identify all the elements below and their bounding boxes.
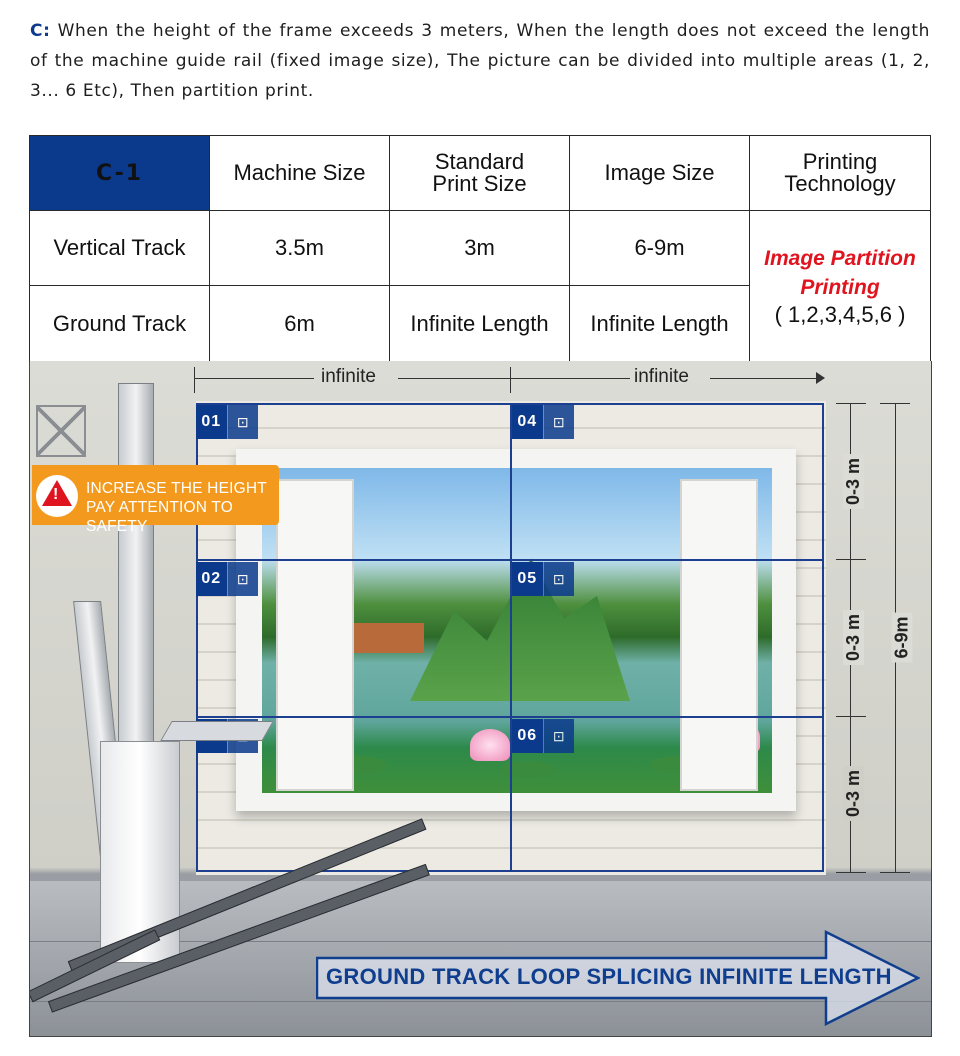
header-printing-technology <box>750 136 931 211</box>
header-tech-line1: Printing <box>802 149 878 174</box>
cell-standard-print-size: 3m <box>390 211 570 286</box>
header-tech-line2: Technology <box>784 171 896 196</box>
warning-triangle-icon: ! <box>42 480 72 506</box>
grid-divider <box>196 716 824 718</box>
dimension-line <box>510 378 630 379</box>
printer-tray <box>160 721 274 741</box>
warning-text <box>86 479 279 536</box>
dimension-0-3m-top: 0-3 m <box>843 454 864 509</box>
ground-track-label: GROUND TRACK LOOP SPLICING INFINITE LENGTH <box>326 964 892 989</box>
technology-partitions: ( 1,2,3,4,5,6 ) <box>774 302 906 327</box>
technology-line1: Image Partition <box>764 247 916 270</box>
area-number: 04 <box>512 405 543 439</box>
grid-divider <box>196 559 824 561</box>
scaffold-icon <box>36 405 86 457</box>
warning-line1: INCREASE THE HEIGHT <box>86 480 267 497</box>
area-number: 02 <box>196 562 227 596</box>
spec-table <box>29 135 931 362</box>
cell-machine-size: 6m <box>210 286 390 362</box>
header-standard-line1: Standard <box>434 149 525 174</box>
dimension-line <box>398 378 510 379</box>
dimension-tick <box>880 872 910 873</box>
cell-standard-print-size: Infinite Length <box>390 286 570 362</box>
area-tag-05 <box>512 562 574 596</box>
model-badge: C-1 <box>30 136 210 211</box>
intro-lead: C: <box>30 21 51 41</box>
table-row <box>30 211 931 286</box>
dimension-infinite-left: infinite <box>321 366 376 387</box>
dimension-0-3m-bottom: 0-3 m <box>843 766 864 821</box>
dimension-tick <box>194 367 195 393</box>
grid-divider <box>510 403 512 872</box>
area-tag-01 <box>196 405 258 439</box>
intro-paragraph <box>30 16 930 106</box>
dimension-0-3m-middle: 0-3 m <box>843 610 864 665</box>
dimension-line <box>194 378 314 379</box>
header-standard-line2: Print Size <box>432 171 527 196</box>
dimension-tick <box>510 367 511 393</box>
crop-icon: ⊡ <box>227 562 259 596</box>
area-number: 05 <box>512 562 543 596</box>
printer-scene <box>29 361 932 1037</box>
crop-icon: ⊡ <box>543 405 575 439</box>
cell-machine-size: 3.5m <box>210 211 390 286</box>
area-number: 06 <box>512 719 543 753</box>
dimension-tick <box>836 872 866 873</box>
area-tag-04 <box>512 405 574 439</box>
warning-line2: PAY ATTENTION TO SAFETY <box>86 499 234 535</box>
dimension-tick <box>836 716 866 717</box>
cell-technology <box>750 211 931 362</box>
crop-icon: ⊡ <box>227 405 259 439</box>
cell-image-size: 6-9m <box>570 211 750 286</box>
dimension-6-9m-total: 6-9m <box>892 612 913 662</box>
crop-icon: ⊡ <box>543 719 575 753</box>
cell-image-size: Infinite Length <box>570 286 750 362</box>
arrow-head-icon <box>816 372 825 384</box>
dimension-tick <box>880 403 910 404</box>
intro-text: When the height of the frame exceeds 3 meters, When the length does not exceed the length of the machine guide rail (fixed image size), The picture can be divided into multiple areas (1, 2, 3... 6 Etc), Then partition print. <box>30 21 930 101</box>
area-tag-02 <box>196 562 258 596</box>
dimension-infinite-right: infinite <box>634 366 689 387</box>
row-label: Vertical Track <box>30 211 210 286</box>
dimension-tick <box>836 403 866 404</box>
header-machine-size: Machine Size <box>210 136 390 211</box>
dimension-line <box>710 378 820 379</box>
crop-icon: ⊡ <box>543 562 575 596</box>
area-number: 01 <box>196 405 227 439</box>
area-tag-06 <box>512 719 574 753</box>
header-image-size: Image Size <box>570 136 750 211</box>
header-standard-print-size <box>390 136 570 211</box>
safety-warning-banner <box>32 465 279 535</box>
row-label: Ground Track <box>30 286 210 362</box>
technology-line2: Printing <box>800 276 880 299</box>
dimension-tick <box>836 559 866 560</box>
